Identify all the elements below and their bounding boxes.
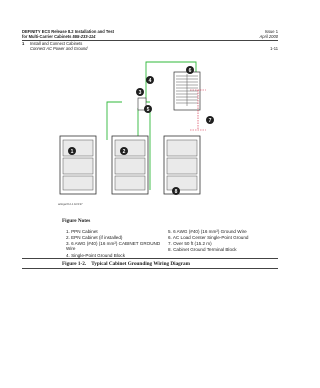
doc-number: 555-233-114 bbox=[72, 34, 96, 39]
note-1: 1. PPN Cabinet bbox=[66, 229, 98, 234]
doc-title-line2 bbox=[22, 34, 95, 39]
cabinet-1 bbox=[60, 136, 96, 194]
callout-8: 8 bbox=[174, 188, 178, 195]
figure-caption bbox=[62, 261, 190, 267]
note-6: 6. AC Load Center Single-Point Ground bbox=[168, 235, 249, 240]
note-3: 3. 6 AWG (#40) (16 mm²) CABINET GROUND Wire bbox=[66, 241, 161, 252]
page-number: 1-11 bbox=[270, 46, 278, 51]
callout-2: 2 bbox=[122, 148, 126, 155]
cabinet-ground-wire-left bbox=[107, 102, 117, 140]
note-8: 8. Cabinet Ground Terminal Block bbox=[168, 247, 237, 252]
issue: Issue 1 bbox=[264, 29, 278, 34]
doc-title-line1: DEFINITY ECS Release 8.2 Installation and Test bbox=[22, 29, 114, 34]
caption-label: Figure 1-2. bbox=[62, 261, 87, 267]
callout-1: 1 bbox=[70, 148, 74, 155]
callout-3: 3 bbox=[138, 89, 142, 96]
art-id: artlogal 8-2-1 AC3.97 bbox=[58, 203, 83, 206]
cabinet-3 bbox=[164, 136, 200, 194]
callout-5: 5 bbox=[146, 106, 150, 113]
caption-text: Typical Cabinet Grounding Wiring Diagram bbox=[91, 261, 190, 267]
figure-notes-title: Figure Notes bbox=[62, 218, 91, 224]
header-rule bbox=[22, 40, 278, 41]
grounding-diagram bbox=[40, 60, 280, 210]
note-7: 7. Over 50 ft (15.2 m) bbox=[168, 241, 212, 246]
chapter-title: Install and Connect Cabinets bbox=[30, 41, 83, 46]
caption-rule-bottom bbox=[22, 268, 278, 269]
callout-6: 6 bbox=[188, 67, 192, 74]
date: April 2000 bbox=[259, 34, 278, 39]
callout-7: 7 bbox=[208, 117, 212, 124]
caption-rule-top bbox=[22, 258, 278, 259]
callout-4: 4 bbox=[148, 77, 152, 84]
doc-title-text: for Multi-Carrier Cabinets bbox=[22, 34, 72, 39]
section-title: Connect AC Power and Ground bbox=[30, 46, 88, 51]
note-2: 2. EPN Cabinet (if installed) bbox=[66, 235, 123, 240]
cabinet-2 bbox=[112, 136, 148, 194]
ac-load-center bbox=[174, 72, 200, 110]
chapter-number: 1 bbox=[22, 41, 25, 46]
note-5: 5. 6 AWG (#40) (16 mm²) Ground Wire bbox=[168, 229, 247, 234]
note-4: 4. Single-Point Ground Block bbox=[66, 253, 125, 258]
